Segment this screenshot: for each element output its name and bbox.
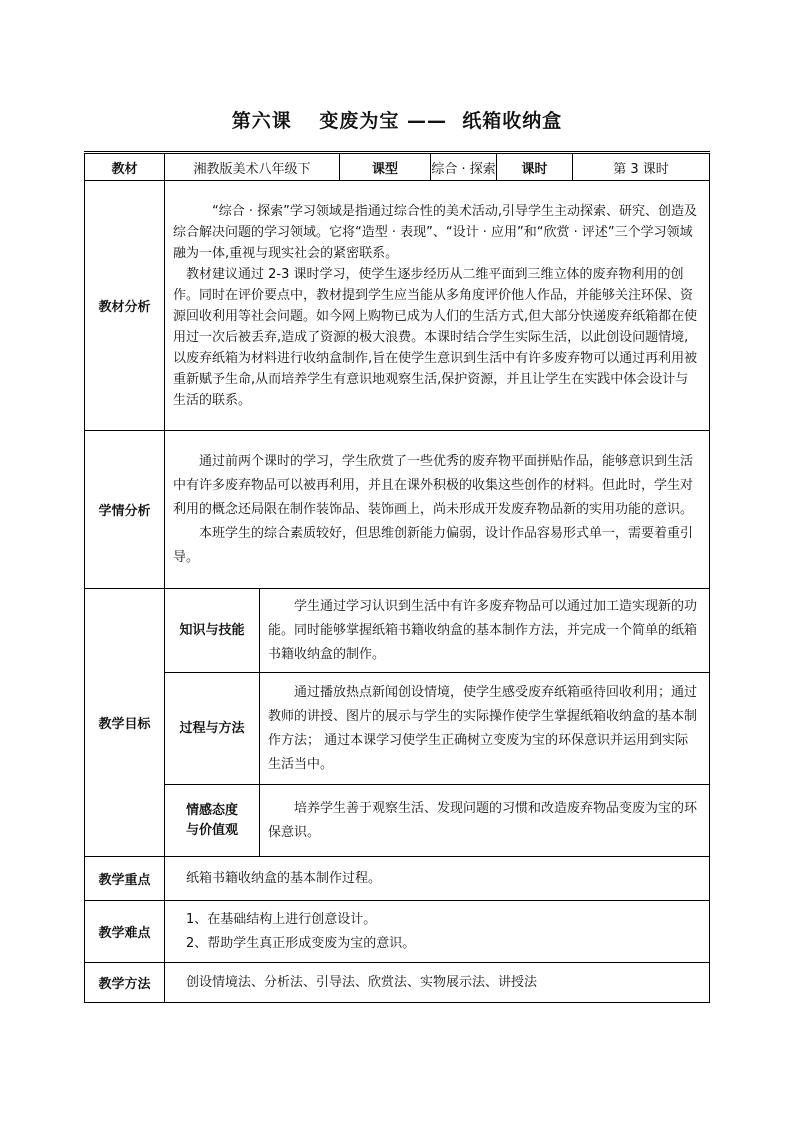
learners-paragraph-2: 本班学生的综合素质较好，但思维创新能力偏弱，设计作品容易形式单一，需要着重引导。	[173, 525, 694, 565]
objective-paragraph-knowledge: 学生通过学习认识到生活中有许多废弃物品可以通过加工造实现新的功能。同时能够掌握纸箱书籍收纳盒的基本制作方法，并完成一个简单的纸箱书籍收纳盒的制作。	[268, 598, 698, 662]
learners-paragraph-1: 通过前两个课时的学习，学生欣赏了一些优秀的废弃物平面拼贴作品，能够意识到生活中有许多废弃物品可以被再利用，并且在课外积极的收集这些创作的材料。但此时，学生对利用的概念还局限在制作装饰品、装饰画上，尚未形成开发废弃物品新的实用功能的意识。	[173, 453, 694, 517]
methods-label: 教学方法	[85, 963, 165, 1003]
type-label: 课型	[340, 153, 431, 181]
objective-paragraph-process: 通过播放热点新闻创设情境，使学生感受废弃纸箱亟待回收利用；通过教师的讲授、图片的展示与学生的实际操作使学生掌握纸箱收纳盒的基本制作方法； 通过本课学习使学生正确树立变废为宝的环保意识并运用到实际生活当中。	[268, 684, 698, 772]
difficulty-row	[85, 901, 710, 963]
learners-content	[165, 431, 710, 589]
difficulty-item-2: 2、帮助学生真正形成变废为宝的意识。	[186, 935, 416, 951]
objective-text-process	[260, 673, 710, 785]
difficulty-content	[165, 901, 710, 963]
methods-text: 创设情境法、分析法、引导法、欣赏法、实物展示法、讲授法	[186, 975, 538, 990]
textbook-label: 教材	[85, 153, 165, 181]
lesson-plan-table	[84, 151, 710, 1003]
difficulty-label: 教学难点	[85, 901, 165, 963]
learners-label: 学情分析	[85, 431, 165, 589]
analysis-label: 教材分析	[85, 181, 165, 431]
objective-text-attitude	[260, 785, 710, 857]
objective-row-process	[85, 673, 710, 785]
type-value: 综合 · 探索	[431, 153, 497, 181]
objective-row-knowledge	[85, 589, 710, 673]
analysis-paragraph-2: 教材建议通过 2-3 课时学习，使学生逐步经历从二维平面到三维立体的废弃物利用的创作。同时在评价要点中，教材提到学生应当能从多角度评价他人作品，并能够关注环保、资源回收利用等社会问题。如今网上购物已成为人们的生活方式,但大部分快递废弃纸箱都在使用过一次后被丢弃,造成了资源的极大浪费。本课时结合学生实际生活，以此创设问题情境,以废弃纸箱为材料进行收纳盒制作,旨在使学生意识到生活中有许多废弃物可以通过再利用被重新赋予生命,从而培养学生有意识地观察生活,保护资源，并且让学生在实践中体会设计与生活的联系。	[173, 266, 698, 408]
objective-label-attitude-line2: 与价值观	[185, 822, 238, 838]
key-point-text: 纸箱书籍收纳盒的基本制作过程。	[186, 871, 382, 886]
key-point-content	[165, 857, 710, 901]
objective-paragraph-attitude: 培养学生善于观察生活、发现问题的习惯和改造废弃物品变废为宝的环保意识。	[268, 800, 698, 840]
period-value: 第 3 课时	[573, 153, 710, 181]
objective-label-process: 过程与方法	[165, 673, 260, 785]
objective-label-attitude-line1: 情感态度	[185, 802, 238, 818]
objective-text-knowledge	[260, 589, 710, 673]
textbook-value: 湘教版美术八年级下	[165, 153, 340, 181]
analysis-row	[85, 181, 710, 431]
page-title: 第六课 变废为宝 —— 纸箱收纳盒	[231, 110, 563, 132]
objectives-label: 教学目标	[85, 589, 165, 857]
period-label: 课时	[497, 153, 573, 181]
methods-row	[85, 963, 710, 1003]
key-point-row	[85, 857, 710, 901]
key-point-label: 教学重点	[85, 857, 165, 901]
methods-content	[165, 963, 710, 1003]
difficulty-item-1: 1、在基础结构上进行创意设计。	[186, 911, 377, 927]
objective-label-attitude	[165, 785, 260, 857]
objective-row-attitude	[85, 785, 710, 857]
analysis-content	[165, 181, 710, 431]
header-row	[85, 153, 710, 181]
analysis-paragraph-1: “综合 · 探索”学习领域是指通过综合性的美术活动,引导学生主动探索、研究、创造及综合解决问题的学习领域。它将“造型 · 表现”、“设计 · 应用”和“欣赏 · 评述”三个学习领域融为一体,重视与现实社会的紧密联系。	[173, 203, 697, 261]
learners-row	[85, 431, 710, 589]
objective-label-knowledge: 知识与技能	[165, 589, 260, 673]
